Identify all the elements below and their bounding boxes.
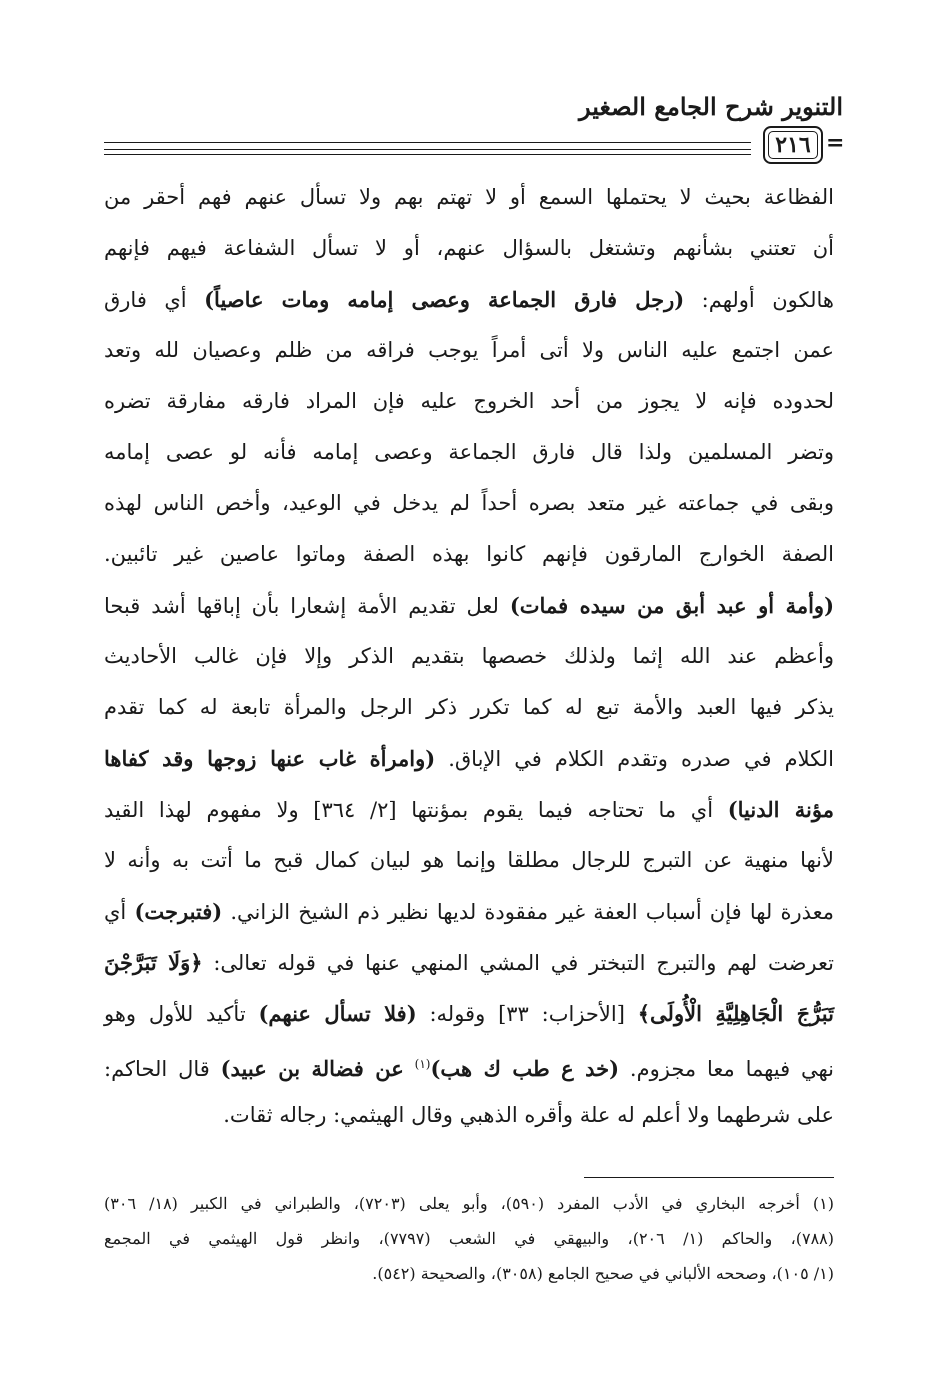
quoted-text: (رجل فارق الجماعة وعصى إمامه ومات عاصياً) — [204, 287, 685, 312]
text-run: الفظاعة بحيث لا يحتملها السمع أو لا تهتم بهم ولا تسأل عنهم فهم أحقر من — [104, 185, 834, 209]
text-run: نهي فيهما معا مجزوم. — [619, 1057, 835, 1081]
text-line — [104, 1039, 834, 1090]
text-line — [104, 376, 834, 427]
text-run: تعرضت لهم والتبرج التبختر في المشي المنهي عنها في قوله تعالى: — [202, 951, 834, 975]
text-run: الكلام في صدره وتقدم الكلام في الإباق. — [435, 747, 834, 771]
text-line — [104, 580, 834, 631]
quoted-text: (فتبرجت) — [134, 899, 223, 924]
text-run — [404, 1057, 415, 1081]
quoted-text: (فلا تسأل عنهم) — [258, 1001, 417, 1026]
quoted-text: (وأمة أو عبد أبق من سيده فمات) — [509, 593, 835, 618]
footnote-separator — [584, 1177, 834, 1178]
text-line — [104, 1090, 834, 1141]
text-run: أي — [104, 900, 135, 924]
footnotes — [104, 1186, 834, 1291]
text-run: تأكيد للأول وهو — [104, 1002, 259, 1026]
header-rule — [104, 142, 751, 143]
header-rule — [104, 149, 751, 150]
quoted-text: ﴿وَلَا تَبَرَّجْنَ — [104, 950, 203, 975]
text-line — [104, 988, 834, 1039]
header-rule — [104, 154, 751, 155]
text-run: لأنها منهية عن التبرج للرجال مطلقا وإنما هو لبيان كمال قبح ما أتت به وأنه لا — [104, 848, 834, 872]
footnote-line: (١) أخرجه البخاري في الأدب المفرد (٥٩٠)، وأبو يعلى (٧٢٠٣)، والطبراني في الكبير (١٨/ ٣٠٦) — [104, 1194, 834, 1213]
text-run: أي ما تحتاجه فيما يقوم بمؤنتها [٢/ ٣٦٤] ولا مفهوم لهذا القيد — [104, 798, 728, 822]
text-run: لعل تقديم الأمة إشعارا بأن إباقها أشد قبحا — [104, 594, 510, 618]
text-run: على شرطهما ولا أعلم له علة وأقره الذهبي وقال الهيثمي: رجاله ثقات. — [223, 1103, 834, 1127]
text-line — [104, 274, 834, 325]
text-run: هالكون أولهم: — [684, 288, 834, 312]
text-line — [104, 682, 834, 733]
text-run: [الأحزاب: ٣٣] وقوله: — [416, 1002, 638, 1026]
footnote-ref: (١) — [414, 1057, 431, 1071]
text-line — [104, 784, 834, 835]
quoted-text: عن فضالة بن عبيد) — [220, 1056, 404, 1081]
quoted-text: تَبَرُّجَ الْجَاهِلِيَّةِ الْأُولَى﴾ — [637, 1001, 834, 1026]
text-run: يذكر فيها العبد والأمة تبع له كما تكرر ذكر الرجل والمرأة تابعة له كما تقدم — [104, 695, 834, 719]
text-run: أن تعتني بشأنهم وتشتغل بالسؤال عنهم، أو لا تسأل الشفاعة فيهم فإنهم — [104, 236, 834, 260]
text-run: وبقى في جماعته غير متعد بصره أحداً لم يدخل في الوعيد، وأخص الناس لهذه — [104, 491, 834, 515]
text-line — [104, 478, 834, 529]
footnote-line: (١/ ١٠٥)، وصححه الألباني في صحيح الجامع (٣٠٥٨)، والصحيحة (٥٤٢). — [372, 1264, 834, 1283]
text-line — [104, 631, 834, 682]
text-run: الصفة الخوارج المارقون فإنهم كانوا بهذه الصفة وماتوا عاصين غير تائبين. — [104, 542, 834, 566]
text-run: وأعظم عند الله إثما ولذلك خصصها بتقديم الذكر وإلا فإن غالب الأحاديث — [104, 644, 834, 668]
text-line — [104, 529, 834, 580]
footnote-line: (٧٨٨)، والحاكم (١/ ٢٠٦)، والبيهقي في الشعب (٧٧٩٧)، وانظر قول الهيثمي في المجمع — [104, 1229, 834, 1248]
quoted-text: (وامرأة غاب عنها زوجها وقد كفاها — [104, 746, 436, 771]
text-line — [104, 733, 834, 784]
body-text — [104, 172, 834, 1141]
text-line — [104, 427, 834, 478]
text-run: قال الحاكم: — [104, 1057, 221, 1081]
quoted-text: (خد ع طب ك هب) — [430, 1056, 620, 1081]
text-line — [104, 937, 834, 988]
text-line — [104, 223, 834, 274]
text-line — [104, 172, 834, 223]
quoted-text: مؤنة الدنيا) — [727, 797, 834, 822]
text-run: لحدوده فإنه لا يجوز من أحد الخروج عليه فإن المراد فارقه مفارقة تضره — [104, 389, 834, 413]
text-run: معذرة لها فإن أسباب العفة غير مفقودة لديها نظير ذم الشيخ الزاني. — [222, 900, 835, 924]
text-run: وتضر المسلمين ولذا قال فارق الجماعة وعصى إمامه فأنه لو عصى إمامه — [104, 440, 834, 464]
page-number-dash: = — [826, 130, 845, 156]
text-line — [104, 835, 834, 886]
text-line — [104, 886, 834, 937]
running-title: التنوير شرح الجامع الصغير — [579, 92, 843, 121]
text-run: أي فارق — [104, 288, 205, 312]
page-number: ٢١٦ — [763, 126, 823, 164]
text-line — [104, 325, 834, 376]
text-run: عمن اجتمع عليه الناس ولا أتى أمراً يوجب فراقه من ظلم وعصيان لله وتعد — [104, 338, 834, 362]
